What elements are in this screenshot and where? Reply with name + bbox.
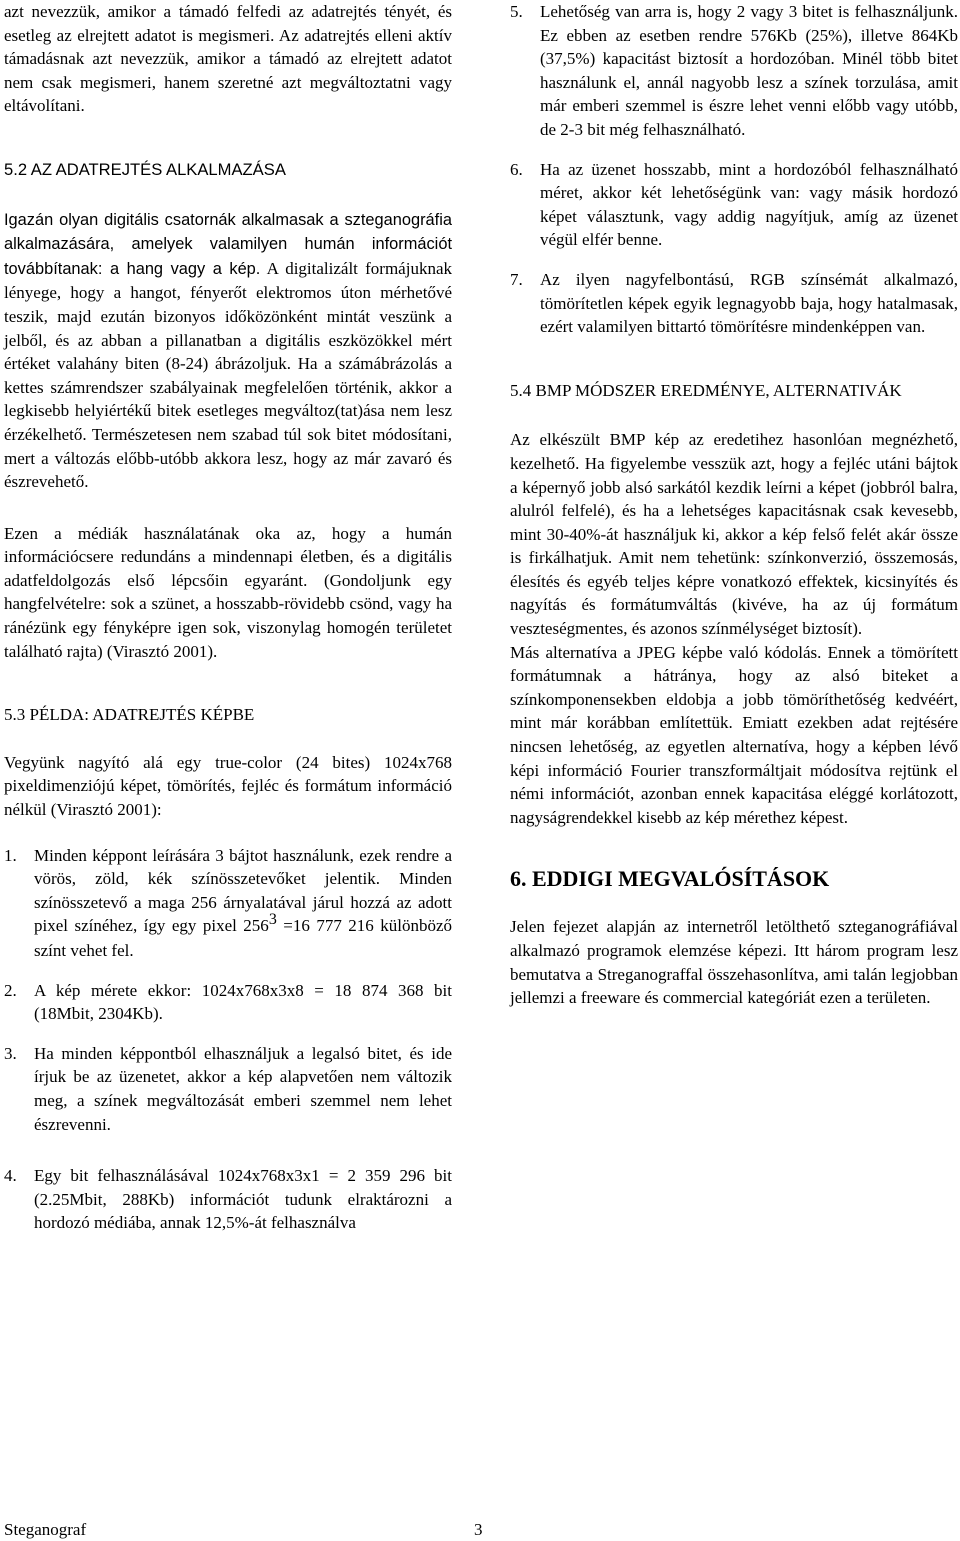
section-5-3-paragraph: Vegyünk nagyító alá egy true-color (24 bites) 1024x768 pixeldimenziójú képet, tömörítés, fejléc és formátum információ nélkül (Virasztó 2001): [4,752,452,820]
list-item [4,844,452,963]
section-5-2-sans-text: Igazán olyan digitális csatornák alkalmasak a szteganográfia alkalmazására, amelyek valamilyen humán információt továbbítanak: a hang vagy a kép. [4,210,452,278]
list-item-number: 3. [4,1043,17,1063]
section-5-4-paragraph-1: Az elkészült BMP kép az eredetihez hasonlóan megnézhető, kezelhető. Ha figyelembe vesszük azt, hogy a fejléc utáni bájtok a képernyő jobb alsó sarkától kezdik leírni a képet (jobbról balra, alulról felfelé), és ha a lehetséges kapacitásnak csak kevesebb, mint 30-40%-át használjuk ki, akkor a kép felső felét akár össze is firkálhatjuk. Amit nem tehetünk: színkonverzió, összemosás, élesítés és egyéb teljes képre vonatkozó effektek, kicsinyítés és nagyítás és formátumváltás (kivéve, ha az új formátum veszteségmentes, és azonos színmélységet biztosít). [510,430,958,639]
section-heading-5-2: 5.2 AZ ADATREJTÉS ALKALMAZÁSA [4,159,286,179]
section-5-2-paragraph-1 [4,208,452,494]
list-item-text: Lehetőség van arra is, hogy 2 vagy 3 bitet is felhasználjunk. Ez ebben az esetben rendre 576Kb (25%), illetve 864Kb (37,5%) kapacitást biztosít a hordozóban. Minél több bitet használunk el, annál nagyobb lesz a színek torzulása, amit már emberi szemmel is észre lehet venni előbb vagy utóbb, de 2-3 bit még felhasználható. [540,2,958,139]
example-list-right [510,0,958,339]
list-item-number: 7. [510,269,523,289]
list-item [510,158,958,252]
section-5-4-paragraph-2: Más alternatíva a JPEG képbe való kódolás. Ennek a tömörített formátumnak a hátránya, hogy az alsó biteket a színkomponensekben eldobja a jobb tömöríthetőség kedvéért, mint már korábban említettük. Emiatt ezekben adat rejtésére nincsen lehetőség, az egyetlen alternatíva, hogy a képben lévő képi információ Fourier transzformáltjait módosítva rejtünk el némi információt, azonban ennek kapacitása eléggé korlátozott, nagyságrendekkel kisebb az kép mérethez képest. [510,642,958,827]
list-item-text: Az ilyen nagyfelbontású, RGB színsémát alkalmazó, tömörítetlen képek egyik legnagyobb baja, hogy hatalmasak, ezért valamilyen bittartó tömörítésre mindenképpen van. [540,269,958,337]
section-heading-5-3: 5.3 PÉLDA: ADATREJTÉS KÉPBE [4,705,255,725]
right-column [510,0,958,1010]
list-item-text: Ha az üzenet hosszabb, mint a hordozóból felhasználható méret, akkor két lehetőségünk van: vagy másik hordozó képet választunk, vagy addig nagyítjuk, amíg az üzenet végül elfér benne. [540,159,958,250]
example-list-left [4,844,452,1235]
section-heading-5-4: 5.4 BMP MÓDSZER EREDMÉNYE, ALTERNATIVÁK [510,380,902,400]
intro-paragraph: azt nevezzük, amikor a támadó felfedi az adatrejtés tényét, és esetleg az elrejtett adatot is megismeri. Az adatrejtés elleni aktív támadásnak azt nevezzük, amikor a támadó az elrejtett adatot nem csak megismeri, hanem szeretné azt megváltoztatni vagy eltávolítani. [4,2,452,116]
list-item [4,1164,452,1235]
page-number: 3 [474,1520,483,1539]
section-heading-6: 6. EDDIGI MEGVALÓSÍTÁSOK [510,866,830,892]
left-column [4,0,452,1235]
list-item-number: 2. [4,980,17,1000]
section-6-paragraph: Jelen fejezet alapján az internetről letölthető szteganográfiával alkalmazó programok elemzése képezi. Itt három program lesz bemutatva a Streganograffal összehasonlítva, ami talán legjobban jellemzi a freeware és commercial kategóriát ezen a területen. [510,917,958,1008]
list-item-number: 4. [4,1166,17,1186]
section-5-2-serif-text: A digitalizált formájuknak lényege, hogy a hangot, fényerőt elektromos úton mérhetővé teszik, majd ezután bizonyos időközönként mintát veszünk a jelből, és az abban a pillanatban a digitális eszközökkel mért értéket valahány biten (8-24) ábrázoljuk. Ha a számábrázolás a kettes számrendszer szabályainak megfelelően történik, akkor a legkisebb helyiértékű bitek esetleges megváltoz(tat)ása nem lesz érzékelhető. Természetesen nem szabad túl sok bitet módosítani, mert a változás előbb-utóbb akkora lesz, hogy az már zavaró és észrevehető. [4,258,452,492]
footer-title: Steganograf [4,1520,87,1539]
list-item-text-continued: =16 777 216 különböző színt vehet fel. [34,916,452,960]
list-item-text: Ha minden képpontból elhasználjuk a legalsó bitet, és ide írjuk be az üzenetet, akkor a kép alapvetően nem változik meg, a színek megváltozását emberi szemmel nem lehet észrevenni. [34,1043,452,1134]
list-item-text: Egy bit felhasználásával 1024x768x3x1 = 2 359 296 bit (2.25Mbit, 288Kb) információt tudunk elraktározni a hordozó médiába, annak 12,5%-át felhasználva [34,1166,452,1233]
list-item [510,0,958,142]
list-item-number: 6. [510,159,523,179]
list-item [4,1042,452,1136]
list-item-number: 1. [4,845,17,865]
section-5-2-paragraph-2: Ezen a médiák használatának oka az, hogy a humán információcsere redundáns a mindennapi életben, és a digitális adatfeldolgozás első lépcsőin egyaránt. (Gondoljunk egy hangfelvételre: sok a szünet, a hosszabb-rövidebb csönd, vagy ha ránézünk egy fényképre igen sok, viszonylag homogén területet található rajta) (Virasztó 2001). [4,523,452,661]
list-item [4,979,452,1026]
superscript: 3 [268,911,277,929]
list-item-text: A kép mérete ekkor: 1024x768x3x8 = 18 874 368 bit (18Mbit, 2304Kb). [34,980,452,1024]
list-item-text: Minden képpont leírására 3 bájtot használunk, ezek rendre a vörös, zöld, kék színösszetevőket jelentik. Minden színösszetevő a maga 256 árnyalatával járul hozzá az adott pixel színéhez, így egy pixel 256 [34,845,452,936]
list-item [510,268,958,339]
list-item-number: 5. [510,2,523,21]
